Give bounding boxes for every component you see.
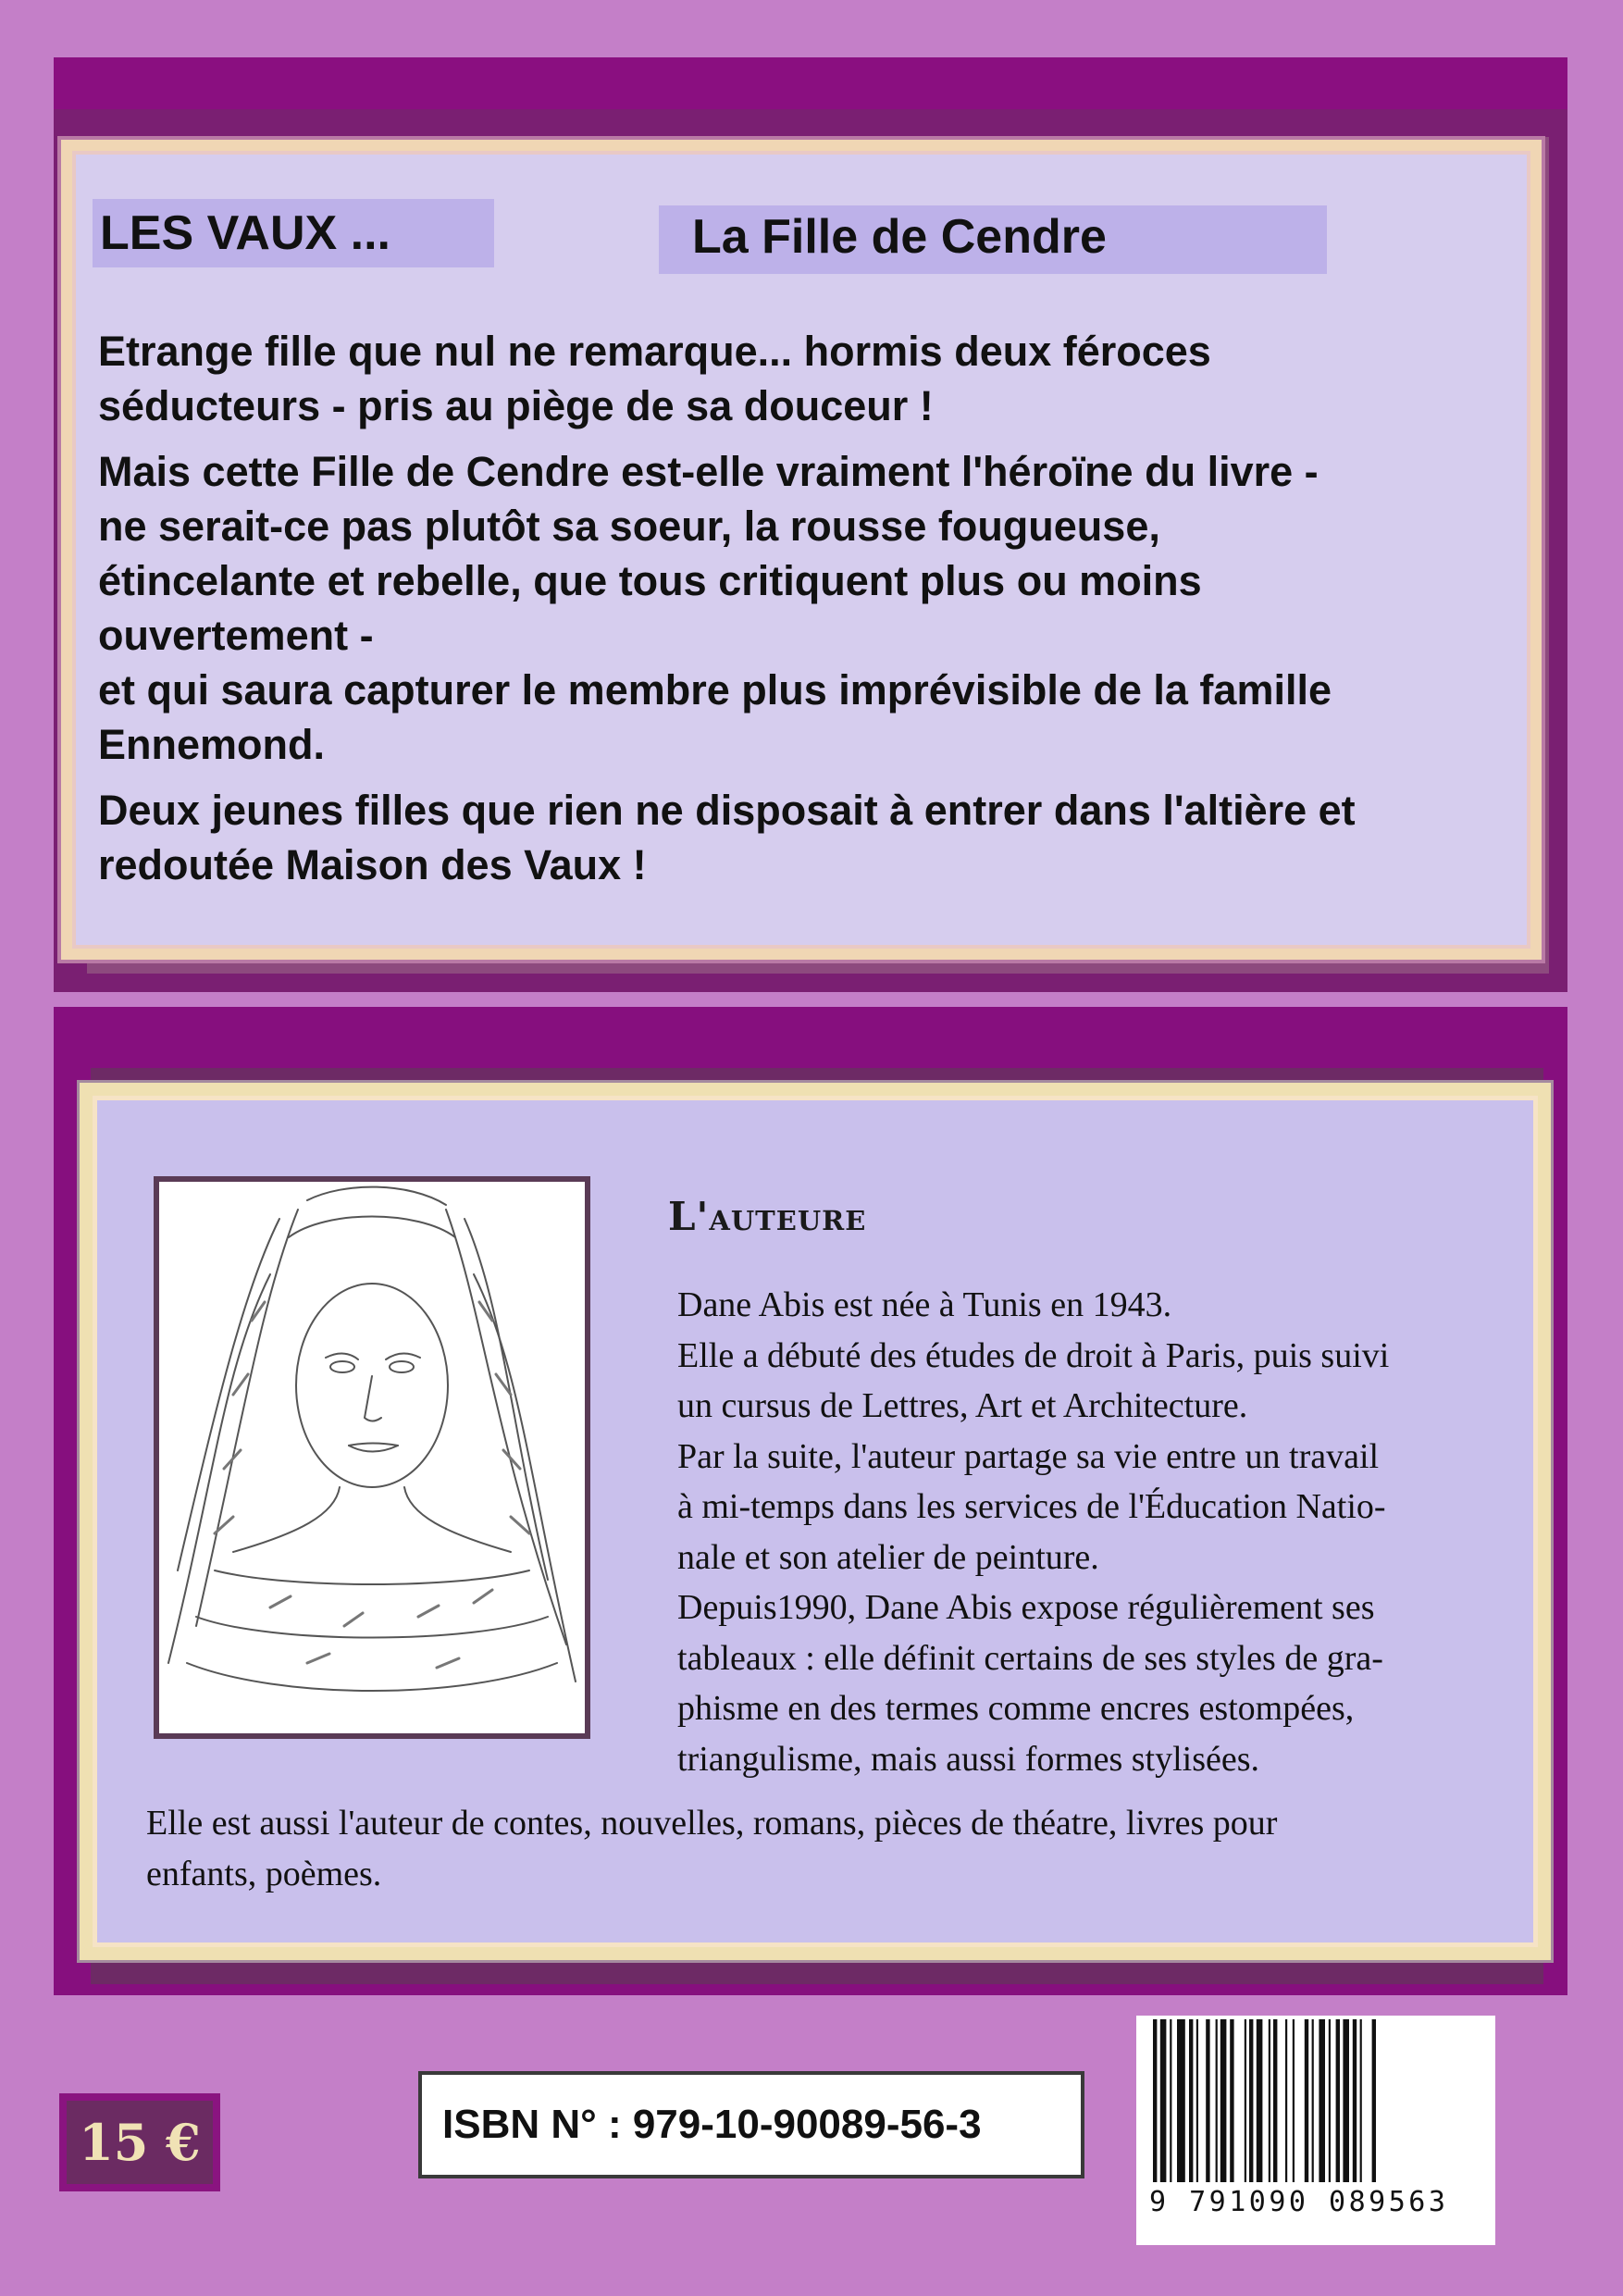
synopsis-text xyxy=(98,324,1542,903)
barcode-bar xyxy=(1230,2019,1233,2182)
bio-line: Elle a débuté des études de droit à Paris, puis suivi xyxy=(677,1335,1390,1375)
synopsis-line: Mais cette Fille de Cendre est-elle vraiment l'héroïne du livre - xyxy=(98,448,1319,495)
barcode-bar xyxy=(1319,2019,1325,2182)
portrait-sketch-icon xyxy=(159,1182,585,1733)
synopsis-line: Deux jeunes filles que rien ne disposait à entrer dans l'altière et xyxy=(98,787,1356,834)
synopsis-paragraph-1 xyxy=(98,324,1542,433)
author-bio-extra xyxy=(146,1798,1534,1899)
barcode-bar xyxy=(1312,2019,1314,2182)
bio-line: phisme en des termes comme encres estompées, xyxy=(677,1689,1355,1728)
bio-line: Depuis1990, Dane Abis expose régulièrement ses xyxy=(677,1588,1375,1627)
author-heading: L'auteure xyxy=(668,1194,867,1239)
barcode-bar xyxy=(1285,2019,1287,2182)
barcode-bar xyxy=(1220,2019,1227,2182)
bio-line: enfants, poèmes. xyxy=(146,1854,382,1893)
bio-line: à mi-temps dans les services de l'Éducation Natio- xyxy=(677,1487,1386,1526)
barcode-bar xyxy=(1305,2019,1308,2182)
barcode-bar xyxy=(1293,2019,1295,2182)
synopsis-line: redoutée Maison des Vaux ! xyxy=(98,841,647,888)
barcode-bar xyxy=(1336,2019,1340,2182)
book-title: La Fille de Cendre xyxy=(692,210,1107,264)
synopsis-line: étincelante et rebelle, que tous critiquent plus ou moins xyxy=(98,557,1202,604)
bio-line: Elle est aussi l'auteur de contes, nouvelles, romans, pièces de théatre, livres pour xyxy=(146,1804,1278,1843)
barcode-bar xyxy=(1206,2019,1209,2182)
barcode-bars-icon xyxy=(1149,2019,1482,2186)
barcode-bar xyxy=(1245,2019,1246,2182)
barcode-bar xyxy=(1269,2019,1270,2182)
barcode-digits: 9 791090 089563 xyxy=(1149,2186,1449,2218)
barcode-bar xyxy=(1273,2019,1277,2182)
synopsis-line: et qui saura capturer le membre plus imprévisible de la famille xyxy=(98,666,1332,714)
barcode xyxy=(1136,2016,1495,2245)
series-title: LES VAUX ... xyxy=(100,206,390,260)
isbn-label: ISBN N° : 979-10-90089-56-3 xyxy=(418,2071,1084,2178)
barcode-bar xyxy=(1343,2019,1349,2182)
synopsis-line: ne serait-ce pas plutôt sa soeur, la rousse fougueuse, xyxy=(98,503,1160,550)
bio-line: nale et son atelier de peinture. xyxy=(677,1537,1099,1577)
barcode-bar xyxy=(1160,2019,1167,2182)
author-bio xyxy=(677,1280,1538,1784)
bio-line: triangulisme, mais aussi formes stylisées. xyxy=(677,1739,1260,1779)
price-label: 15 € xyxy=(67,2101,213,2184)
barcode-bar xyxy=(1257,2019,1263,2182)
barcode-bar xyxy=(1153,2019,1157,2182)
author-portrait xyxy=(154,1176,590,1739)
synopsis-paragraph-2 xyxy=(98,444,1542,772)
barcode-bar xyxy=(1170,2019,1171,2182)
bio-line: tableaux : elle définit certains de ses styles de gra- xyxy=(677,1638,1383,1678)
price-badge xyxy=(59,2093,220,2191)
synopsis-paragraph-3 xyxy=(98,783,1542,892)
top-frame-strip xyxy=(54,57,1567,109)
bio-line: un cursus de Lettres, Art et Architecture. xyxy=(677,1386,1248,1425)
barcode-bar xyxy=(1196,2019,1198,2182)
barcode-bar xyxy=(1360,2019,1362,2182)
barcode-bar xyxy=(1353,2019,1357,2182)
barcode-bar xyxy=(1249,2019,1253,2182)
barcode-bar xyxy=(1372,2019,1376,2182)
barcode-bar xyxy=(1329,2019,1331,2182)
barcode-bar xyxy=(1189,2019,1193,2182)
barcode-bar xyxy=(1216,2019,1218,2182)
synopsis-line: ouvertement - xyxy=(98,612,374,659)
synopsis-line: Ennemond. xyxy=(98,721,325,768)
synopsis-line: Etrange fille que nul ne remarque... hormis deux féroces xyxy=(98,328,1211,375)
barcode-bar xyxy=(1177,2019,1185,2182)
bio-line: Par la suite, l'auteur partage sa vie entre un travail xyxy=(677,1436,1380,1476)
bio-line: Dane Abis est née à Tunis en 1943. xyxy=(677,1285,1172,1324)
synopsis-line: séducteurs - pris au piège de sa douceur ! xyxy=(98,382,934,429)
